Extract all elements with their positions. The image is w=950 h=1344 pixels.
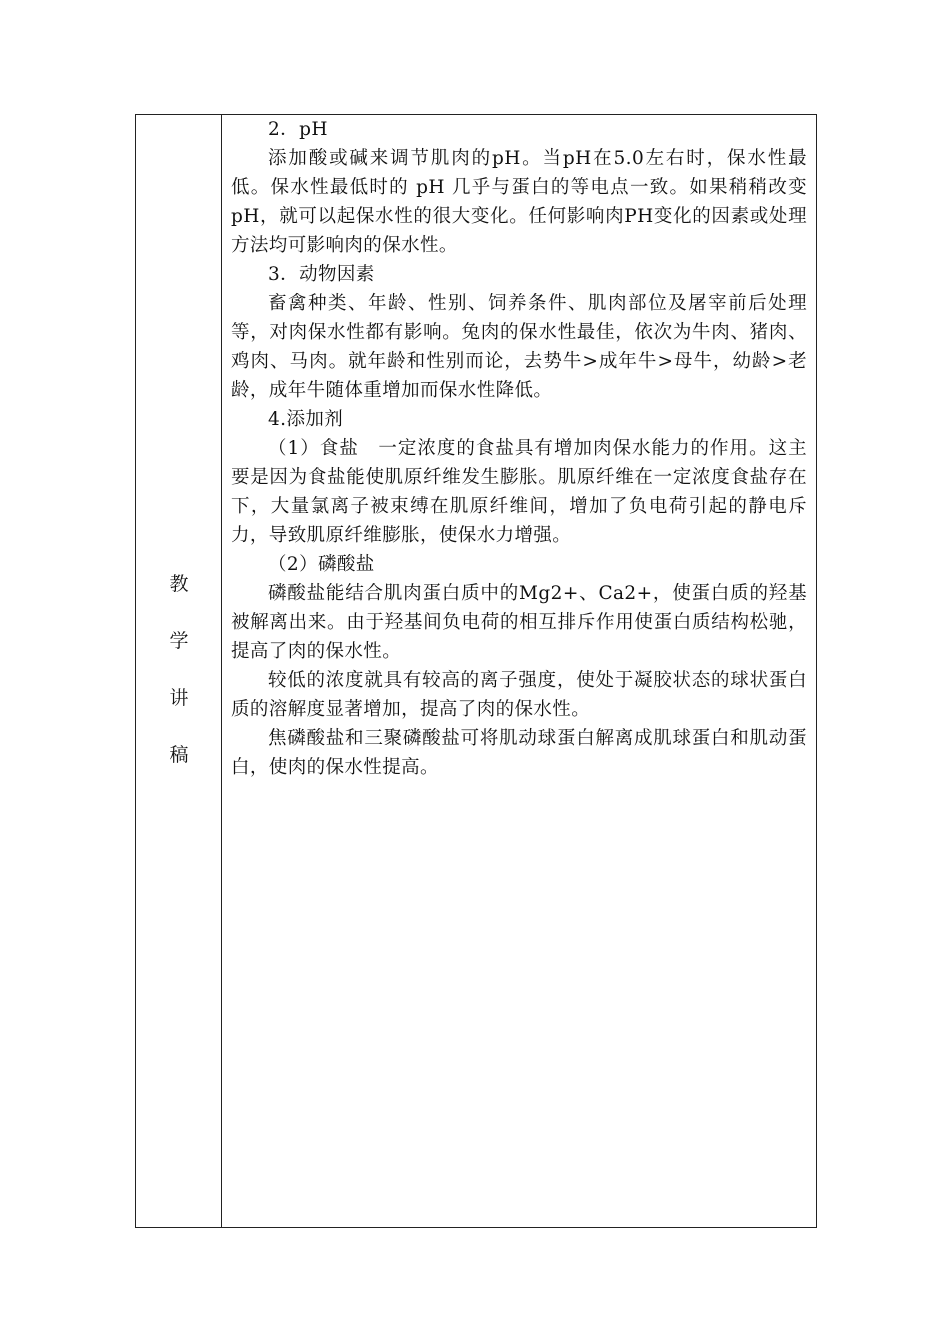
label-char: 讲 [169,687,189,709]
subheading-phosphate: （2）磷酸盐 [268,554,375,575]
section-heading-ph: 2．pH [268,119,328,140]
label-column [136,115,222,1227]
paragraph-salt: （1）食盐 一定浓度的食盐具有增加肉保水能力的作用。这主要是因为食盐能使肌原纤维发生膨胀。肌原纤维在一定浓度食盐存在下，大量氯离子被束缚在肌原纤维间，增加了负电荷引起的静电斥力，导致肌原纤维膨胀，使保水力增强。 [231,438,807,546]
label-char: 稿 [169,744,189,766]
section-heading-animal-factors: 3．动物因素 [268,264,375,285]
label-char: 学 [169,630,189,652]
paragraph-animal-factors: 畜禽种类、年龄、性别、饲养条件、肌肉部位及屠宰前后处理等，对肉保水性都有影响。兔肉的保水性最佳，依次为牛肉、猪肉、鸡肉、马肉。就年龄和性别而论，去势牛>成年牛>母牛，幼龄>老龄，成年牛随体重增加而保水性降低。 [231,293,807,401]
lecture-table [135,114,817,1228]
section-label [136,567,222,795]
paragraph-phosphate-3: 焦磷酸盐和三聚磷酸盐可将肌动球蛋白解离成肌球蛋白和肌动蛋白，使肉的保水性提高。 [231,728,807,778]
section-heading-additives: 4.添加剂 [268,409,344,430]
paragraph-ph: 添加酸或碱来调节肌肉的pH。当pH在5.0左右时，保水性最低。保水性最低时的 pH 几乎与蛋白的等电点一致。如果稍稍改变pH，就可以起保水性的很大变化。任何影响肉PH变化的因素或处理方法均可影响肉的保水性。 [231,148,807,256]
lecture-content [231,115,807,782]
label-char: 教 [169,573,189,595]
paragraph-phosphate-2: 较低的浓度就具有较高的离子强度，使处于凝胶状态的球状蛋白质的溶解度显著增加，提高了肉的保水性。 [231,670,807,720]
paragraph-phosphate-1: 磷酸盐能结合肌肉蛋白质中的Mg2+、Ca2+，使蛋白质的羟基被解离出来。由于羟基间负电荷的相互排斥作用使蛋白质结构松驰，提高了肉的保水性。 [231,583,807,662]
